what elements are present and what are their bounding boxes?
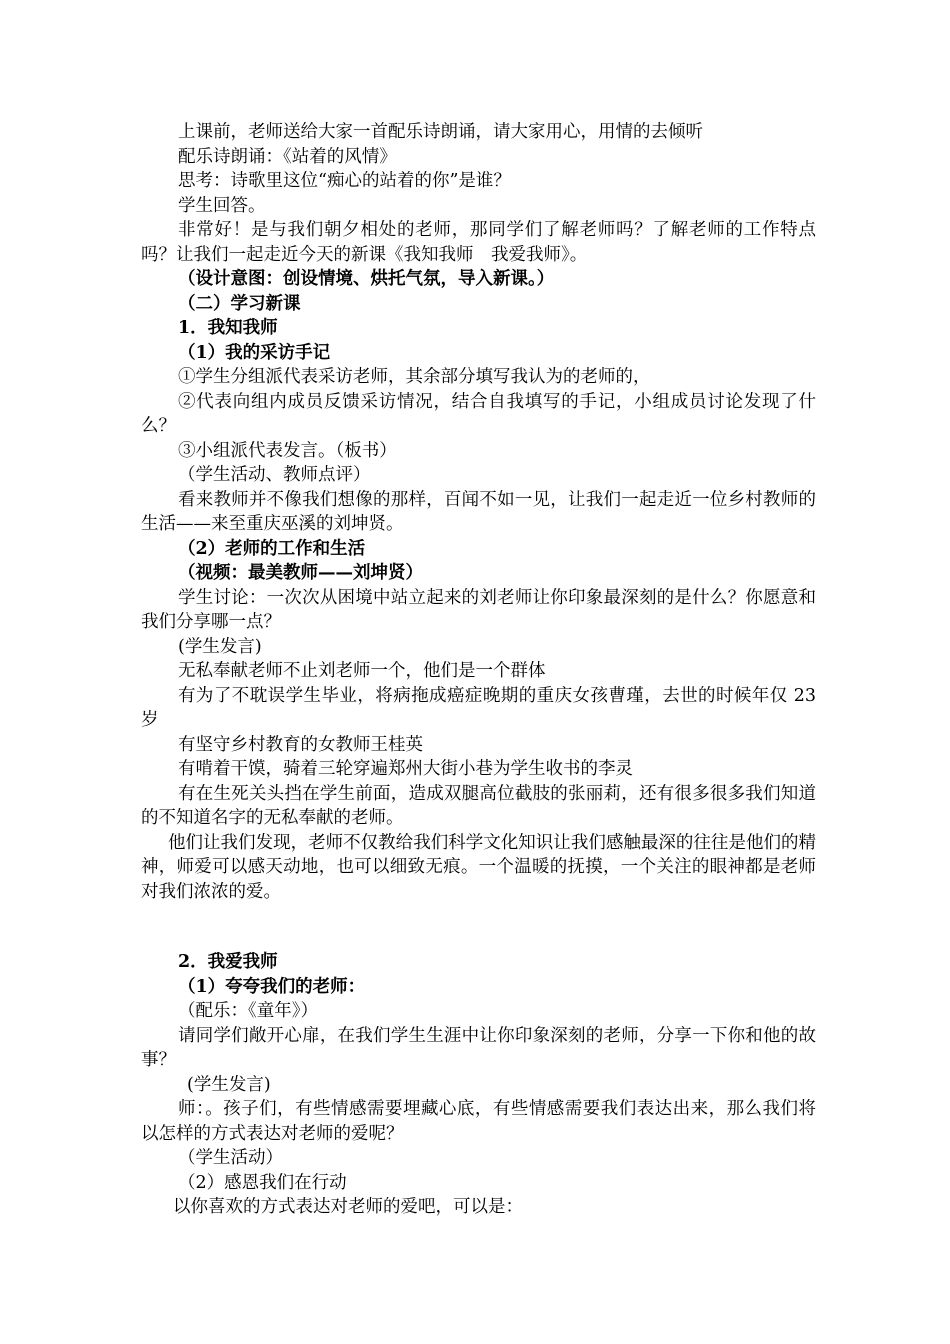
- paragraph-intro: 上课前，老师送给大家一首配乐诗朗诵，请大家用心，用情的去倾听: [178, 122, 703, 142]
- list-item-step-2: ②代表向组内成员反馈采访情况，结合自我填写的手记，小组成员讨论发现了什么？: [141, 391, 816, 436]
- paragraph-lead-in: 非常好！是与我们朝夕相处的老师，那同学们了解老师吗？了解老师的工作特点吗？让我们一起走近今天的新课《我知我师 我爱我师》。: [141, 220, 816, 265]
- subheading-work-life: （2）老师的工作和生活: [178, 538, 366, 559]
- paragraph-student-speech: (学生发言): [178, 636, 262, 657]
- video-note: （视频：最美教师——刘坤贤）: [178, 563, 423, 583]
- paragraph-spacer: [141, 904, 816, 950]
- paragraph-cao-jin: 有为了不耽误学生毕业，将病拖成癌症晚期的重庆女孩曹瑾，去世的时候年仅 23 岁: [141, 685, 816, 730]
- heading-know-teacher: 1．我知我师: [178, 318, 278, 338]
- paragraph-student-activity: （学生活动）: [178, 1148, 283, 1168]
- section-heading-new-lesson: （二）学习新课: [178, 293, 301, 314]
- paragraph-express-love: 以你喜欢的方式表达对老师的爱吧，可以是：: [173, 1197, 523, 1217]
- subheading-praise-teacher: （1）夸夸我们的老师：: [178, 976, 366, 997]
- paragraph-wang-guiying: 有坚守乡村教育的女教师王桂英: [178, 734, 423, 755]
- list-item-step-1: ①学生分组派代表采访老师，其余部分填写我认为的老师的，: [178, 367, 651, 387]
- subheading-gratitude-action: （2）感恩我们在行动: [178, 1172, 347, 1193]
- music-note: （配乐：《童年》）: [178, 1001, 318, 1021]
- subheading-interview-notes: （1）我的采访手记: [178, 342, 331, 363]
- paragraph-discussion: 学生讨论：一次次从困境中站立起来的刘老师让你印象最深刻的是什么？你愿意和我们分享哪一点？: [141, 587, 816, 632]
- paragraph-activity-note: （学生活动、教师点评）: [178, 465, 371, 485]
- paragraph-transition: 看来教师并不像我们想像的那样，百闻不如一见，让我们一起走近一位乡村教师的生活——来至重庆巫溪的刘坤贤。: [141, 489, 816, 534]
- heading-love-teacher: 2．我爱我师: [178, 952, 278, 972]
- paragraph-group: 无私奉献老师不止刘老师一个，他们是一个群体: [178, 661, 546, 681]
- design-intent-note: （设计意图：创设情境、烘托气氛，导入新课。）: [178, 269, 555, 289]
- paragraph-teacher-words: 师：。孩子们，有些情感需要埋藏心底，有些情感需要我们表达出来，那么我们将以怎样的方式表达对老师的爱呢？: [141, 1099, 816, 1144]
- paragraph-poem-title: 配乐诗朗诵：《站着的风情》: [178, 146, 397, 167]
- paragraph-zhang-lili: 有在生死关头挡在学生前面，造成双腿高位截肢的张丽莉，还有很多很多我们知道的不知道名字的无私奉献的老师。: [141, 783, 816, 828]
- list-item-step-3: ③小组派代表发言。（板书）: [178, 440, 397, 461]
- paragraph-student-speech-2: (学生发言): [187, 1074, 271, 1095]
- paragraph-question: 思考：诗歌里这位“痴心的站着的你”是谁？: [178, 171, 511, 191]
- document-page: [141, 120, 816, 1220]
- paragraph-summary: 他们让我们发现，老师不仅教给我们科学文化知识让我们感触最深的往往是他们的精神，师爱可以感天动地，也可以细致无痕。一个温暖的抚摸，一个关注的眼神都是老师对我们浓浓的爱。: [141, 832, 816, 902]
- paragraph-student-answer: 学生回答。: [178, 195, 266, 216]
- paragraph-li-ling: 有啃着干馍，骑着三轮穿遍郑州大街小巷为学生收书的李灵: [178, 759, 633, 779]
- paragraph-share-story: 请同学们敞开心扉，在我们学生生涯中让你印象深刻的老师，分享一下你和他的故事？: [141, 1025, 816, 1070]
